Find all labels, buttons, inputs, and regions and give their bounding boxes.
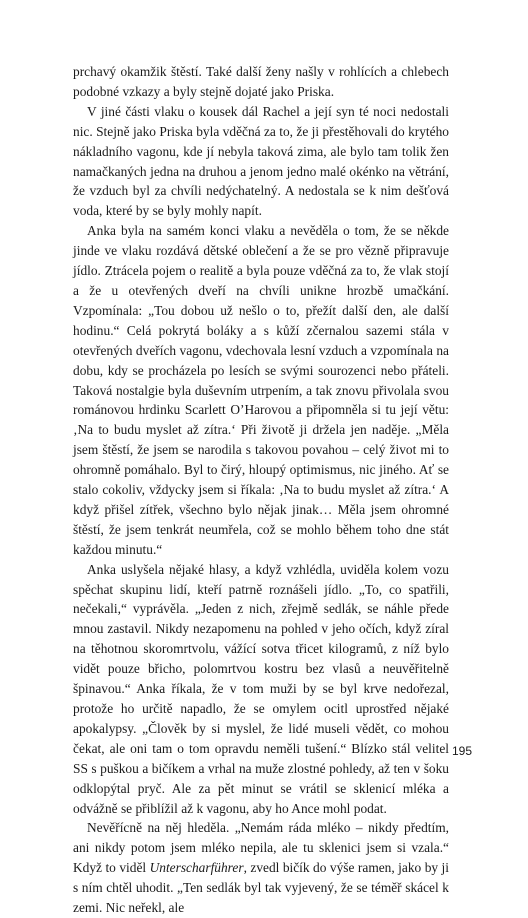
paragraph-1: prchavý okamžik štěstí. Také další ženy našly v rohlících a chlebech podobné vzkazy a byly stejně dojaté jako Priska. [73, 64, 449, 99]
paragraph-3: Anka byla na samém konci vlaku a nevěděla o tom, že se někde jinde ve vlaku rozdává dětské oblečení a že se pro vězně připravuje jídlo. Ztrácela pojem o realitě a byla pouze vděčná za to, že vlak stojí a že u otevřených dveří na chvíli unikne hrozbě umačkání. Vzpomínala: „Tou dobou už nešlo o to, přežít další den, ale další hodinu.“ Celá pokrytá boláky a s kůží zčernalou sazemi stála v otevřených dveřích vagonu, vdechovala lesní vzduch a vzpomínala na dobu, kdy se procházela po lesích se svými sourozenci nebo přáteli. Taková nostalgie byla duševním utrpením, a tak znovu přivolala svou románovou hrdinku Scarlett O’Harovou a připomněla si tu její větu: ‚Na to budu myslet až zítra.‘ Při životě ji držela jen naděje. „Měla jsem štěstí, že jsem se narodila s takovou povahou – celý život mi to ohromně pomáhalo. Byl to čirý, hloupý optimismus, nic jiného. Ať se stalo cokoliv, vždycky jsem si říkala: ‚Na to budu myslet až zítra.‘ A když přišel zítřek, všechno bylo nějak jinak… Měla jsem ohromné štěstí, že jsem tenkrát neumřela, což se mohlo během toho dne stát každou minutu.“ [73, 223, 449, 557]
body-text [73, 62, 449, 918]
paragraph-4: Anka uslyšela nějaké hlasy, a když vzhlédla, uviděla kolem vozu spěchat skupinu lidí, kteří patrně roznášeli jídlo. „To, co spatřili, nečekali,“ vyprávěla. „Jeden z nich, zřejmě sedlák, se náhle přede mnou zastavil. Nikdy nezapomenu na pohled v jeho očích, když zíral na těhotnou skoromrtvolu, vážící sotva třicet kilogramů, z níž bylo vidět pouze břicho, polomrtvou kostru bez vlasů a neuvěřitelně špinavou.“ Anka říkala, že v tom muži by se byl krve nedořezal, protože ho určitě napadlo, že se omylem ocitl uprostřed nějaké apokalypsy. „Člověk by si myslel, že lidé museli vědět, co mohou čekat, ale oni tam o tom opravdu neměli tušení.“ Blízko stál velitel SS s puškou a bičíkem a vrhal na muže zlostné pohledy, až ten v šoku odklopýtal pryč. Ale za pět minut se vrátil se sklenicí mléka a odvážně se přiblížil až k vagonu, aby ho Ance mohl podat. [73, 561, 449, 816]
page-number: 195 [451, 744, 472, 758]
paragraph-5: Nevěřícně na něj hleděla. „Nemám ráda mléko – nikdy předtím, ani nikdy potom jsem mléko nepila, ale tu sklenici jsem si vzala.“ Když to viděl Unterscharführer, zvedl bičík do výše ramen, jako by ji s ním chtěl uhodit. „Ten sedlák byl tak vyjevený, že se téměř skácel k zemi. Nic neřekl, ale [73, 820, 449, 916]
paragraph-2: V jiné části vlaku o kousek dál Rachel a její syn té noci nedostali nic. Stejně jako Priska byla vděčná za to, že ji přestěhovali do krytého nákladního vagonu, kde jí nebyla taková zima, ale bylo tam tolik žen namačkaných jedna na druhou a jenom jedno malé okénko na větrání, že vzduch byl za chvíli nedýchatelný. A nedostala se k nim dešťová voda, které by se byly mohly napít. [73, 103, 449, 219]
italic-term: Unterscharführer [149, 860, 244, 876]
